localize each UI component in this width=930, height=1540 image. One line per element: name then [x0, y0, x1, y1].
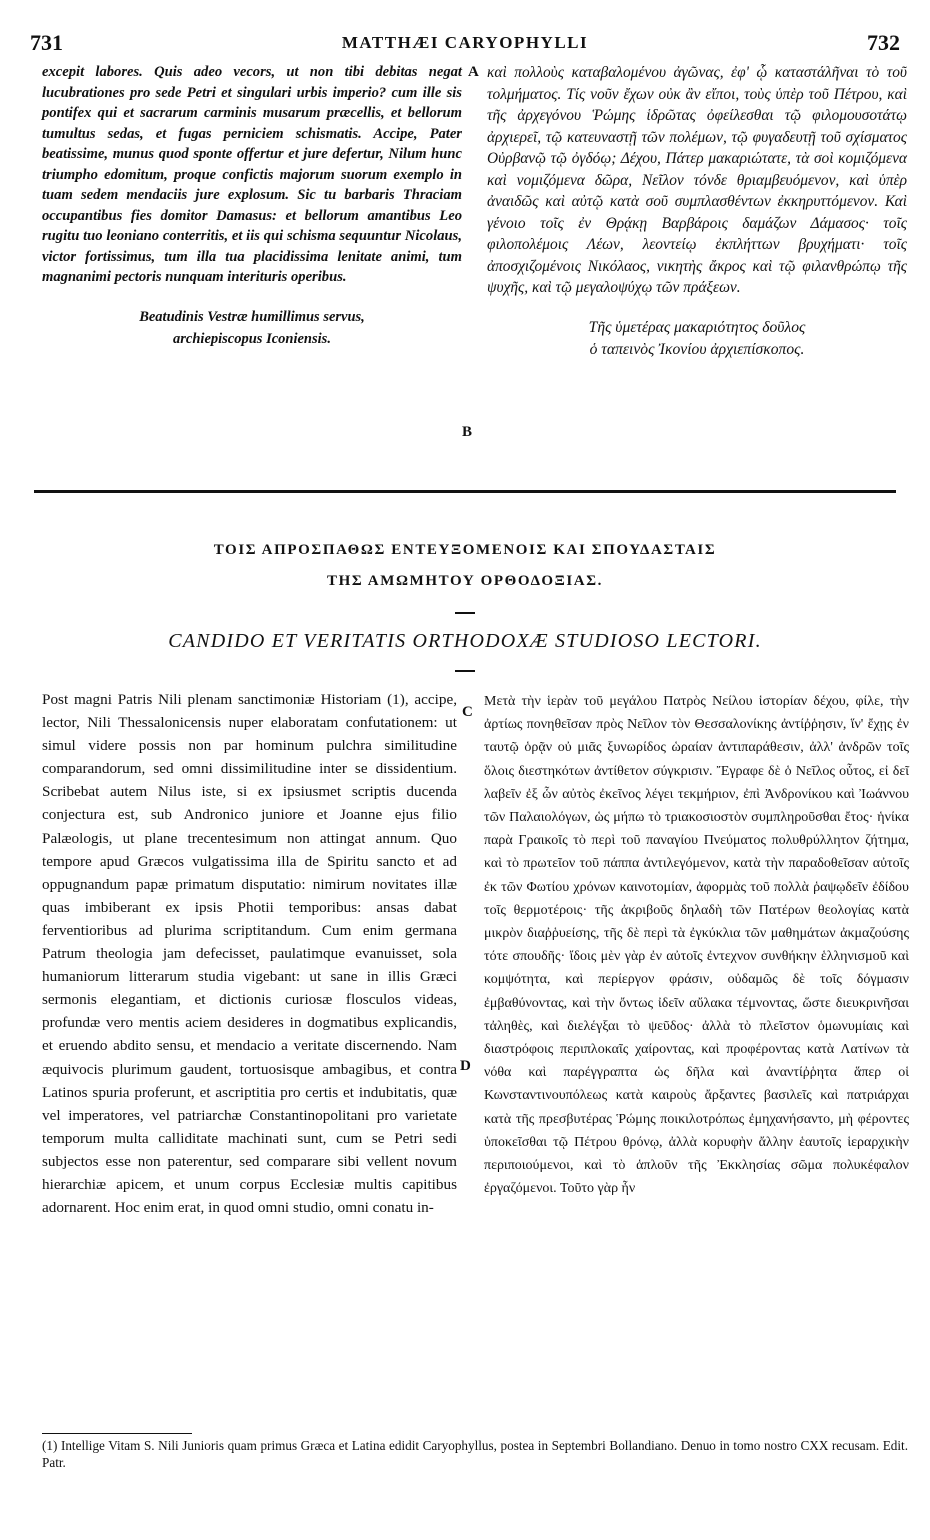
dedication-greek-column: [487, 62, 907, 361]
greek-heading-line-1: ΤΟΙΣ ΑΠΡΟΣΠΑΘΩΣ ΕΝΤΕΥΞΟΜΕΝΟΙΣ ΚΑΙ ΣΠΟΥΔΑΣΤΑΙΣ: [213, 542, 717, 558]
heading-dash-2: [455, 670, 475, 672]
latin-signature: [42, 306, 462, 350]
margin-marker-a: A: [468, 64, 479, 80]
greek-signature-line-2: ὁ ταπεινὸς Ἰκονίου ἀρχιεπίσκοπος.: [589, 340, 805, 358]
running-title: MATTHÆI CARYOPHYLLI: [341, 33, 589, 52]
margin-marker-d: D: [460, 1058, 471, 1074]
page-number-right: 732: [867, 30, 900, 55]
latin-signature-line-2: archiepiscopus Iconiensis.: [173, 330, 331, 347]
margin-marker-b: B: [462, 424, 473, 440]
latin-signature-line-1: Beatudinis Vestræ humillimus servus,: [139, 308, 365, 325]
heading-dash-1: [455, 612, 475, 614]
greek-signature: [487, 317, 907, 361]
page-number-left: 731: [30, 30, 63, 55]
dedication-latin-column: [42, 62, 462, 350]
preface-greek-text: Μετὰ τὴν ἱερὰν τοῦ μεγάλου Πατρὸς Νείλου ἱστορίαν δέχου, φίλε, τὴν ἀρτίως πονηθεῖσαν πρὸς Νεῖλον τὸν Θεσσαλονίκης ἀντίῤῥησιν, ἵν' ἔχῃς ἐν ταυτῷ ὁρᾷν οὐ μιᾶς ξυνωρίδος ὡραίαν ἀντιπαράθεσιν, ἀλλ' ἀνδρῶν τοῖς ὅλοις διεστηκότων ἀντίθετον σύγκρισιν. Ἔγραφε δὲ ὁ Νεῖλος οὗτος, εἰ δεῖ λαβεῖν ἐξ ὧν αὐτὸς ἐκεῖνος λέγει τεκμήριον, ἐπὶ Ἀνδρονίκου καὶ Ἰωάννου τῶν Παλαιολόγων, ὡς μήπω τὸ τριακοσιοστὸν συμπληροῦσθαι ἔτος· ἡνίκα παρὰ Γραικοῖς τὸ περὶ τοῦ παναγίου Πνεύματος πολυθρύλλητον ζήτημα, καὶ τὸ πρωτεῖον τοῦ πάππα ἀντιλεγόμενον, κατὰ τὴν παραδοθεῖσαν αὐτοῖς ἐκ τῶν Φωτίου χρόνων καινοτομίαν, ἀφορμὰς τοῦ πολλὰ ῥαψῳδεῖν ἐδίδου τοῖς θερμοτέροις· τῆς ἀκριβοῦς δηλαδὴ τῶν Πατέρων θεολογίας κατὰ μικρὸν διαῤῥυείσης, τῆς δὲ περὶ τὰ ἐγκύκλια τῶν μαθημάτων ἀκμαζούσης τότε σπουδῆς· ἴδοις μὲν γὰρ ἐν αὐτοῖς ἐντεχνον συνθήκην ἑλληνισμοῦ καὶ κομψότητα, καὶ περίεργον φράσιν, οὐδαμῶς δὲ τοῖς δόγμασιν ἐμβαθύνοντας, καὶ τὴν ὄντως ἰδεῖν αὔλακα τέμνοντας, ὥστε διευκρινῆσαι τἀληθὲς, καὶ διελέγξαι τὸ ψεῦδος· ἀλλὰ τὸ πλεῖστον ὁμωνυμίαις καὶ διαστρόφοις περιπλοκαῖς χαίροντας, καὶ προφέροντας κατὰ Λατίνων τὰ νόθα καὶ παρέγγραπτα ὡς δῆλα καὶ ἀναντίῤῥητα ἅπερ οἱ Κωνσταντινουπόλεως κατὰ καιροὺς ἄρξαντες βασιλεῖς καὶ πατριάρχαι κατὰ τῆς πρεσβυτέρας Ῥώμης ποικιλοτρόπως ἐμηχανήσαντο, μὴ φέροντες ὑποκεῖσθαι τῷ Πέτρου θρόνῳ, ἀλλὰ κορυφὴν ἄλλην ἑαυτοῖς ἱεραρχικὴν περιποιούμενοι, καὶ τὸ ἁπλοῦν τῆς Ἐκκλησίας σῶμα πολυκέφαλον ἐργαζόμενοι. Τοῦτο γὰρ ἦν: [484, 694, 909, 1197]
preface-latin-text: Post magni Patris Nili plenam sanctimoniæ Historiam (1), accipe, lector, Nili Thessalonicensis nuper elaboratam confutationem: ut simul videre possis non par hominum pulchra similitudine comparandorum, sed omni dissimilitudine inter se dissidentium. Scribebat autem Nilus iste, si ex ipsiusmet scriptis ducenda conjectura est, sub Andronico juniore et Joanne ejus filio Palæologis, ut plane trecentesimum non attingat annum. Quo tempore apud Græcos vulgatissima illa de Spiritu sancto et ad oppugnandum papæ primatum disputatio: nimirum novitates illæ quas imbiberant ex ipsis Photii temporibus: ansas dabat ferventioribus ad plurima scriptitandum. Cum enim germana Patrum theologia jam defecisset, paulatimque evanuisset, sola humaniorum litterarum studia vigebant: ut sane in illis Græci sermonis elegantiam, et dictionis curiosæ flosculos videas, profundæ vero mentis aciem desideres in dogmatibus explicandis, et eruendo abdito sensu, et mendacio a veritate discernendo. Nam æquivocis plurimum gaudent, tortuosisque ambagibus, et contra Latinos spuria proferunt, et ascriptitia pro certis et indubitatis, quæ vel imperatores, vel patriarchæ Constantinopolitani pro varietate temporum multa calliditate machinati sunt, cum se Petri sedi subjectos esse non paterentur, sed comparare sibi vellent novum hierarchiæ apicem, et unum corpus Ecclesiæ multis capitibus adornarent. Hoc enim erat, in quod omni studio, omni conatu in-: [42, 691, 457, 1217]
preface-greek-column: [484, 690, 909, 1200]
greek-heading-line-2: ΤΗΣ ΑΜΩΜΗΤΟΥ ΟΡΘΟΔΟΞΙΑΣ.: [327, 573, 603, 589]
dedication-latin-text: excepit labores. Quis adeo vecors, ut non tibi debitas negat lucubrationes pro sede Petri et singulari urbis imperio? cum ille sis pontifex qui et sacrarum carminis musarum præcellis, et bellorum tumultus sedas, et fugas perniciem schismatis. Accipe, Pater beatissime, munus quod sponte offertur et jure defertur, Nilum hunc triumpho edomitum, proque confictis majorum suorum exemplo in tuam sedem mendaciis jure explosum. Sic tu barbaris Thraciam occupantibus fies domitor Damasus: et bellorum amantibus Leo rugitu tuo leoniano conterritis, et iis qui schisma sequuntur Nicolaus, victor fortissimus, tum illa tua placidissima lenitate animi, tum magnanimi pectoris nunquam interituris operibus.: [42, 64, 462, 285]
footnote: (1) Intellige Vitam S. Nili Junioris quam primus Græca et Latina edidit Caryophyllus, postea in Septembri Bollandiano. Denuo in tomo nostro CXX recusam. Edit. Patr.: [42, 1438, 908, 1470]
margin-marker-c: C: [462, 704, 473, 720]
section-divider-rule: [34, 490, 896, 493]
greek-signature-line-1: Τῆς ὑμετέρας μακαριότητος δοῦλος: [588, 318, 806, 336]
footnote-rule: [42, 1433, 192, 1434]
latin-heading: CANDIDO ET VERITATIS ORTHODOXÆ STUDIOSO LECTORI.: [168, 630, 762, 652]
dedication-greek-text: καὶ πολλοὺς καταβαλομένου ἀγῶνας, ἐφ' ᾧ καταστάλῆναι τὸ τοῦ τολμήματος. Τίς νοῦν ἔχων οὐκ ἂν εἴποι, τοὺς ὑπὲρ τοῦ Πέτρου, καὶ τῆς ἀρχεγόνου Ῥώμης ἱδρῶτας ὀφείλεσθαι τῷ φιλομουσοτάτῳ ἀρχιερεῖ, τῷ κατευναστῇ τῶν πολέμων, τῷ φυγαδευτῇ τοῦ σχίσματος Οὐρβανῷ τῷ ὀγδόῳ; Δέχου, Πάτερ μακαριώτατε, τὰ σοὶ κομιζόμενα καὶ νομιζόμενα δῶρα, Νεῖλον τόνδε θριαμβευόμενον, καὶ ὑπὲρ ἀναιδῶς καὶ αὐτῷ κατὰ σοῦ συμπλασθέντων ἐκκηρυττόμενον. Καὶ γένοιο τοῖς ἐν Θρᾴκῃ Βαρβάροις δαμάζων Δάμασος· τοῖς φιλοπολέμοις Λέων, λεοντείῳ ἐκπλήττων βρυχήματι· τοῖς ἀποσχιζομένοις Νικόλαος, νικητὴς ἄκρος καὶ τῷ φιλανθρώπῳ τῆς ψυχῆς, καὶ τῷ μεγαλοψύχῳ τῶν πράξεων.: [487, 64, 907, 296]
preface-latin-column: [42, 688, 457, 1219]
running-head: [30, 30, 900, 60]
